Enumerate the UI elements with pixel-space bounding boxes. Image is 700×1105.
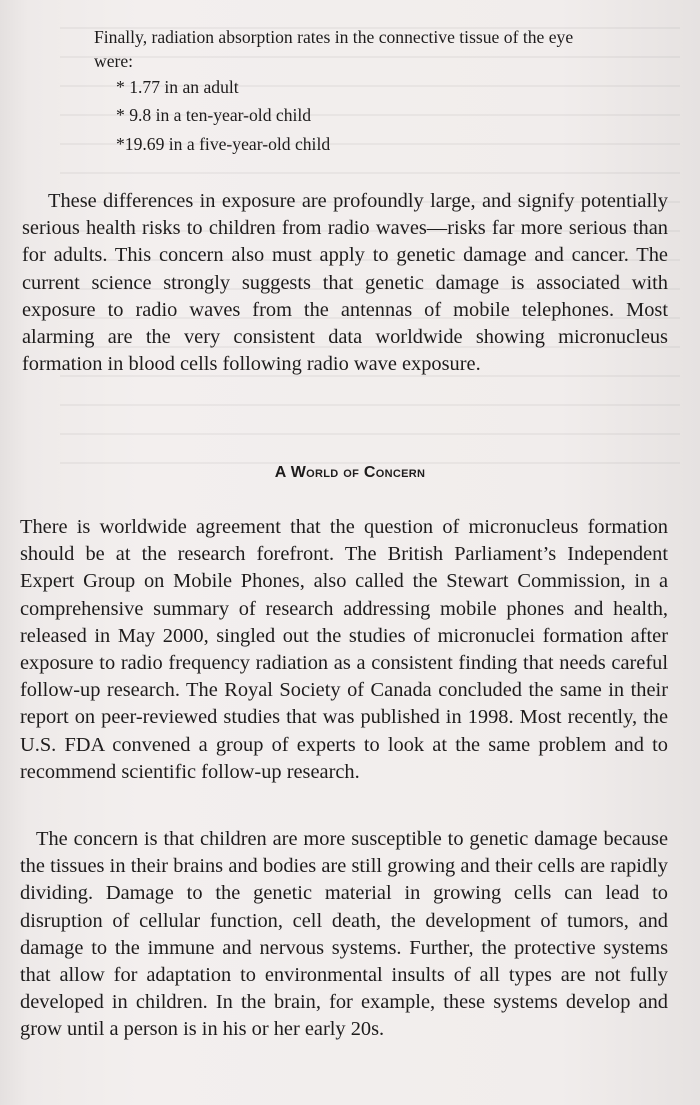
section-heading: A World of Concern bbox=[274, 464, 426, 481]
list-item: * 9.8 in a ten-year-old child bbox=[116, 105, 312, 126]
paragraph-worldwide-agreement: There is worldwide agreement that the question of micronucleus formation should be at the research forefront. The British Parliament’s Independent Expert Group on Mobile Phones, also called the Stewart Commission, in a comprehensive summary of research addressing mobile phones and health, released in May 2000, singled out the studies of micronuclei formation after exposure to radio frequency radiation as a consistent finding that needs careful follow-up research. The Royal Society of Canada concluded the same in their report on peer-reviewed studies that was published in 1998. Most recently, the U.S. FDA convened a group of experts to look at the same problem and to recommend scientific follow-up research. bbox=[20, 516, 668, 783]
extract-lead: Finally, radiation absorption rates in the connective tissue of the eye were: bbox=[94, 27, 574, 71]
paragraph-children-susceptibility: The concern is that children are more susceptible to genetic damage because the tissues in their brains and bodies are still growing and their cells are rapidly dividing. Damage to the genetic material in growing cells can lead to disruption of cellular function, cell death, the development of tumors, and damage to the immune and nervous systems. Further, the protective systems that allow for adaptation to environmental insults of all types are not fully developed in children. In the brain, for example, these systems develop and grow until a person is in his or her early 20s. bbox=[20, 828, 668, 1041]
list-item: * 1.77 in an adult bbox=[116, 77, 239, 98]
indented-extract bbox=[94, 26, 614, 158]
list-item: *19.69 in a five-year-old child bbox=[116, 133, 331, 154]
paragraph-exposure-differences: These differences in exposure are profoundly large, and signify potentially serious health risks to children from radio waves—risks far more serious than for adults. This concern also must apply to genetic damage and cancer. The current science strongly suggests that genetic damage is associated with exposure to radio waves from the antennas of mobile telephones. Most alarming are the very consistent data worldwide showing micronucleus formation in blood cells following radio wave exposure. bbox=[22, 190, 668, 376]
absorption-rate-list bbox=[94, 73, 614, 158]
